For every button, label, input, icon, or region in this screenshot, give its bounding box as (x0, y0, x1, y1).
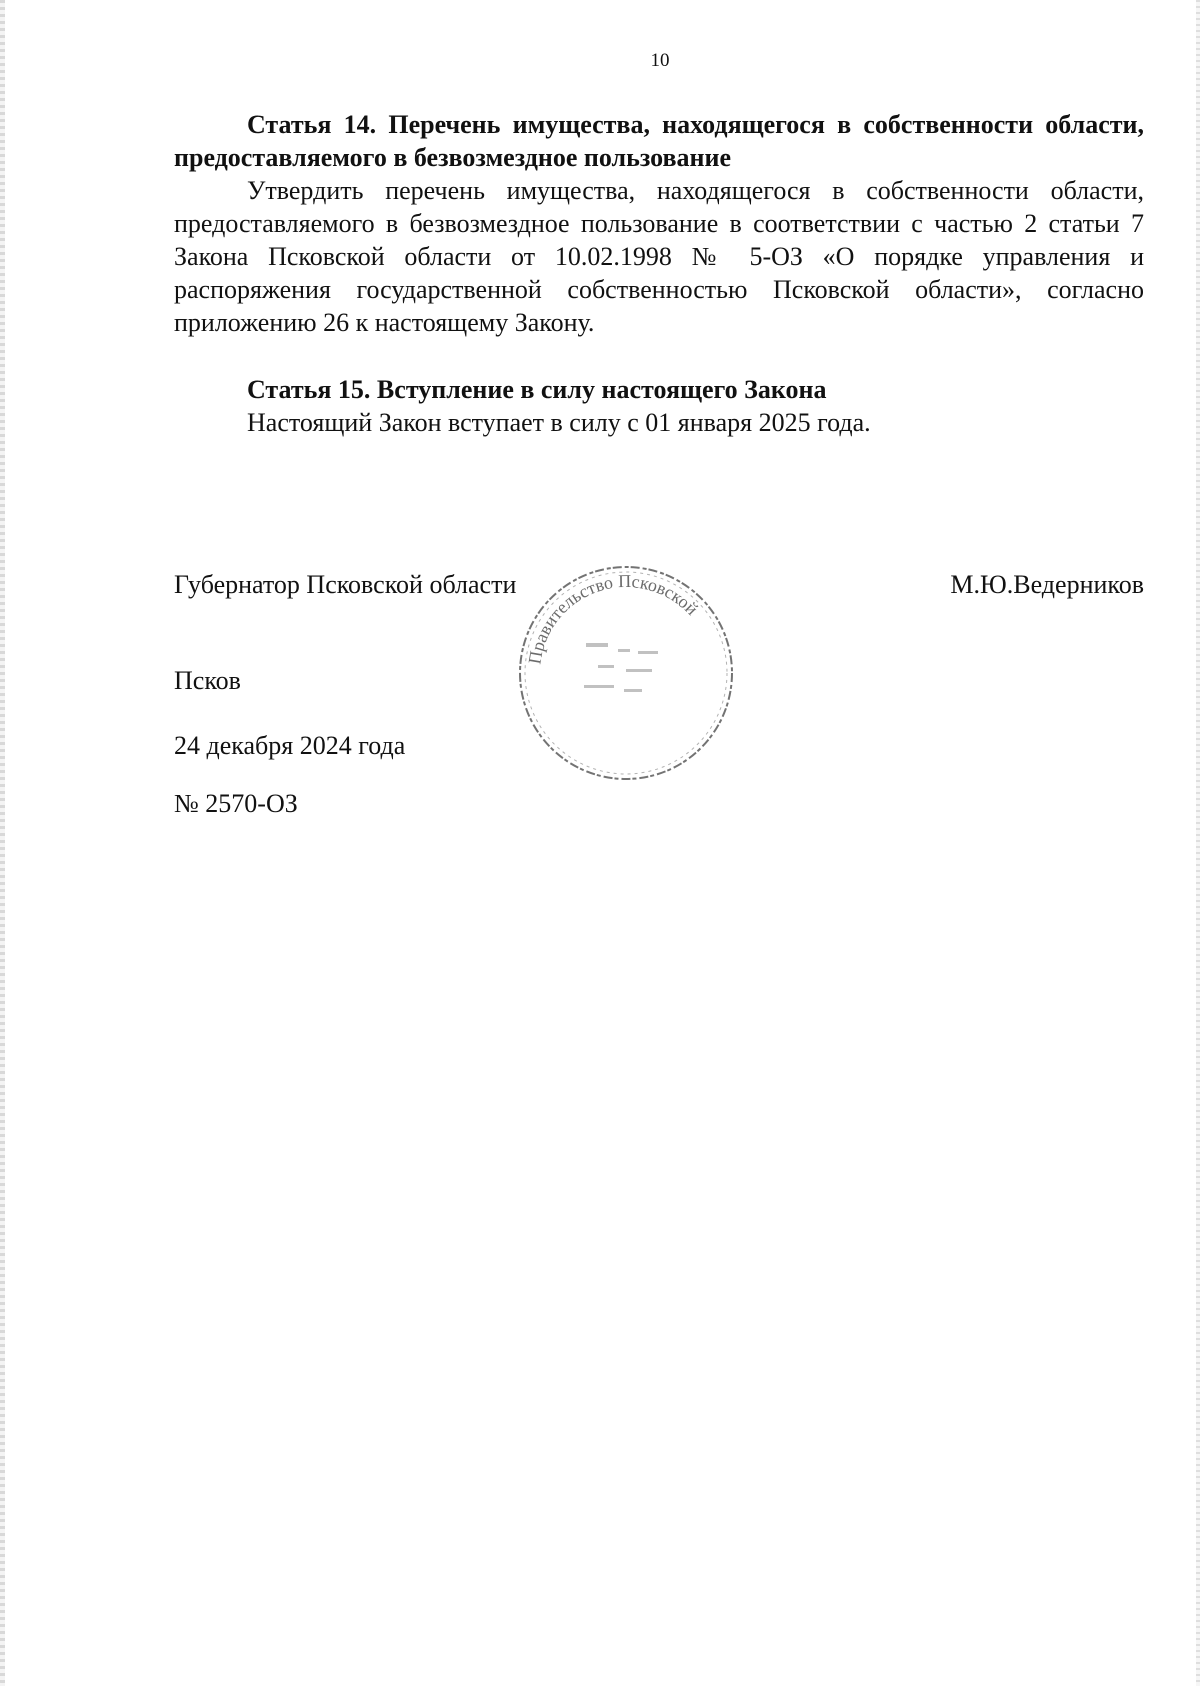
signing-city: Псков (174, 666, 241, 695)
article-15-heading: Статья 15. Вступление в силу настоящего Закона (247, 375, 827, 404)
signing-date: 24 декабря 2024 года (174, 731, 406, 760)
article-15-body: Настоящий Закон вступает в силу с 01 января 2025 года. (247, 408, 871, 437)
official-seal-stamp (514, 561, 738, 785)
scan-edge-left (0, 0, 5, 1686)
scan-edge-right (1196, 0, 1200, 1686)
seal-ring-text: Правительство Псковской (524, 570, 703, 666)
document-content (174, 108, 1144, 439)
governor-title: Губернатор Псковской области (174, 570, 517, 599)
governor-name: М.Ю.Ведерников (950, 570, 1144, 599)
article-14-body: Утвердить перечень имущества, находящегося в собственности области, предоставляемого в безвозмездное пользование в соответствии с частью 2 статьи 7 Закона Псковской области от 10.02.1998 № 5-ОЗ «О порядке управления и распоряжения государственной собственностью Псковской области», согласно приложению 26 к настоящему Закону. (174, 176, 1144, 337)
law-number: № 2570-ОЗ (174, 789, 298, 818)
page-number: 10 (650, 50, 670, 71)
article-14-heading: Статья 14. Перечень имущества, находящегося в собственности области, предоставляемого в безвозмездное пользование (174, 110, 1144, 172)
svg-text:Правительство Псковской (524, 571, 702, 666)
